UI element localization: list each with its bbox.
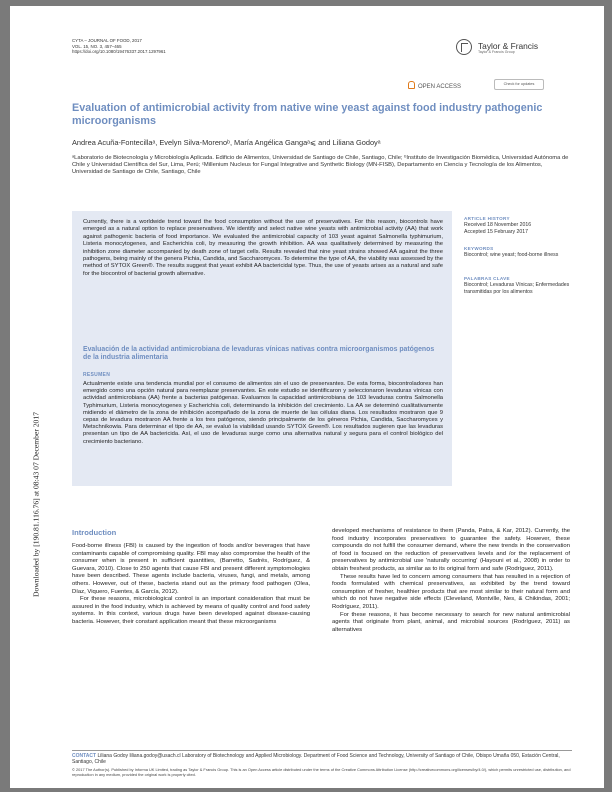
journal-name: CYTA – JOURNAL OF FOOD, 2017 xyxy=(72,38,142,43)
introduction-heading: Introduction xyxy=(72,528,117,537)
publisher-name: Taylor & Francis xyxy=(478,41,539,51)
body-column-left xyxy=(72,543,310,627)
paragraph: For these reasons, microbiological control is an important consideration that must be assured in the food industry, which is achieved by means of quality control and food safety systems. In this context, various drugs have been developed against disease-causing bacteria. However, their constant application meant that these microorganisms xyxy=(72,596,310,625)
abstract-english: Currently, there is a worldwide trend toward the food consumption without the use of preservatives. For this reason, biocontrols have emerged as a natural option to replace preservatives. We identify and select native wine yeasts with antimicrobial activity (AA) that work against pathogenic bacteria of food importance. We evaluated the antimicrobial capacity of 103 yeast against Salmonella typhimurium, Listeria monocytogenes, and Escherichia coli, by measuring the growth inhibition. AA was qualitatively determined by measuring the inhibition zone diameter accompanied by death zone of target cells. Results revealed that nine yeast strains showed AA against the three pathogens, being mainly of the genera Pichia, Candida, and Saccharomyces. To determine the type of AA, the viability was assessed by the method of SYTOX Green®. The results suggest that yeast exhibit AA bactericidal type. Thus, the use of yeasts arises as a natural and safe for the biocontrol of bacterial growth alternative. xyxy=(83,219,443,277)
taylor-francis-icon xyxy=(456,39,472,55)
palabras-block xyxy=(464,276,574,295)
paragraph: Food-borne illness (FBI) is caused by the ingestion of foods and/or beverages that have contaminants capable of compromising quality. FBI may also compromise the health of the consumer when is present in sufficient quantities, (Barretto, Sadrés, Rodríguez, & Guevara, 2010). Close to 250 agents that cause FBI and present different symptomologies have been described. These agents include bacteria, viruses, fungi, and metals, among others. However, out of these, bacteria stand out as the primary food pathogen (Olea, Díaz, Viquero, Fuentes, & García, 2012). xyxy=(72,543,310,595)
spanish-title: Evaluación de la actividad antimicrobiana de levaduras vínicas nativas contra microorganismos patógenos de la industria alimentaria xyxy=(83,346,435,362)
keywords-label: KEYWORDS xyxy=(464,246,494,251)
article-history xyxy=(464,216,574,235)
contact-address: Laboratory of Biotechnology and Applied Microbiology. Department of Food Science and Technology, University of Santiago of Chile, Obispo Umaña 050, Estación Central, Santiago, Chile xyxy=(72,753,560,766)
paper-title: Evaluation of antimicrobial activity from native wine yeast against food industry pathogenic microorganisms xyxy=(72,102,543,127)
article-history-label: ARTICLE HISTORY xyxy=(464,216,510,221)
paper-page xyxy=(10,6,604,788)
keywords-block xyxy=(464,246,574,259)
contact-label: CONTACT xyxy=(72,753,97,759)
check-updates-button[interactable]: Check for updates xyxy=(494,79,544,90)
accepted-date: Accepted 15 February 2017 xyxy=(464,228,529,235)
author-list: Andrea Acuña-Fontecillaᵃ, Evelyn Silva-Morenoᵇ, María Angélica Gangaᵃ⩽ and Liliana Godoyᵃ xyxy=(72,138,381,147)
doi-link[interactable]: https://doi.org/10.1080/19476337.2017.1297961 xyxy=(72,49,166,55)
journal-header xyxy=(72,38,166,55)
received-date: Received 18 November 2016 xyxy=(464,222,532,229)
palabras-label: PALABRAS CLAVE xyxy=(464,276,510,281)
open-lock-icon xyxy=(408,81,415,89)
paragraph: For these reasons, it has become necessary to search for new natural antimicrobial agents that originate from plant, animal, and microbial sources (Rodríguez, 2011) as alternatives xyxy=(332,611,570,633)
publisher-sub: Taylor & Francis Group xyxy=(478,50,515,54)
footer-divider xyxy=(72,750,572,751)
contact-name: Liliana Godoy xyxy=(97,753,129,759)
open-access-badge xyxy=(408,81,461,90)
paragraph: These results have led to concern among consumers that has resulted in a rejection of foods formulated with chemical preservatives, as exhibited by the trend toward consumption of fresher, healthier products that are most similar to their natural form and which do not have negative side effects (Cleveland, Montville, Nes, & Chikindas, 2001; Rodríguez, 2011). xyxy=(332,573,570,610)
download-watermark: Downloaded by [190.81.116.76] at 08:43 07 December 2017 xyxy=(31,412,41,597)
abstract-spanish: Actualmente existe una tendencia mundial por el consumo de alimentos sin el uso de preservantes. De esta forma, biocontroladores han emergido como una opción natural para reemplazar preservantes. En este estudio se identificaron y seleccionaron levaduras vínicas con actividad antimicrobiana (AA) frente a bacterias patógenas. Evaluamos la capacidad antimicrobiana de 103 levaduras contra Salmonella Typhimurium, Listeria monocytogenes y Escherichia coli, determinando la inhibición del crecimiento. La AA se determinó cualitativamente midiendo el diámetro de la zona de inhibición acompañado de la zona de muerte de las células diana. Los resultados mostraron que 9 cepas de levadura mostraron AA frente a los tres patógenos, siendo principalmente de los géneros Pichia, Candida, Saccharomyces y Metschnikowia. Para determinar el tipo de AA, se evaluó la viabilidad usando SYTOX Green®. Los resultados sugieren que las levaduras presentan un tipo de AA bactericida. Así, el uso de levaduras surge como una alternativa natural y segura para el control biológico del crecimiento bacteriano. xyxy=(83,381,443,445)
journal-volume: VOL. 15, NO. 3, 457–465 xyxy=(72,43,122,49)
contact-info xyxy=(72,753,572,765)
palabras-text: Biocontrol; Levaduras Vínicas; Enfermedades transmitidas por los alimentos xyxy=(464,282,570,295)
license-notice: © 2017 The Author(s). Published by Informa UK Limited, trading as Taylor & Francis Group. This is an Open Access article distributed under the terms of the Creative Commons Attribution License (http://creativecommons.org/licenses/by/4.0/), which permits unrestricted use, distribution, and reproduction in any medium, provided the original work is properly cited. xyxy=(72,767,571,777)
open-access-label: OPEN ACCESS xyxy=(418,84,462,90)
contact-email[interactable]: liliana.godoy@usach.cl xyxy=(129,753,181,759)
keywords-text: Biocontrol; wine yeast; food-borne illness xyxy=(464,252,559,259)
body-column-right xyxy=(332,528,570,634)
paragraph: developed mechanisms of resistance to them (Panda, Patra, & Kar, 2012). Currently, the food industry incorporates preservatives to guarantee the safety. However, these compounds do not fulfill the consumer demand, where the new trends in the conservation of food is focused on the reduction of preservatives levels and /or the replacement of preservatives by antimicrobial use 'naturally occurring' (Hayouni et al., 2008) in order to obtain freshest products, as similar as to its original form and safe (Rodríguez, 2011). xyxy=(332,528,570,572)
resumen-label: RESUMEN xyxy=(83,372,111,378)
affiliations: ᵃLaboratorio de Biotecnología y Microbiología Aplicada. Edificio de Alimentos, Universidad de Santiago de Chile, Santiago, Chile; ᵇInstituto de Investigación Biomédica, Universidad Autónoma de Chile y Universidad Científica del Sur, Lima, Perú; ᶜMillenium Nucleus for Fungal Integrative and Synthetic Biology (MN-FISB), Departamento en Ciencia y Tecnología de los Alimentos, Universidad de Santiago de Chile, Santiago, Chile xyxy=(72,155,569,176)
